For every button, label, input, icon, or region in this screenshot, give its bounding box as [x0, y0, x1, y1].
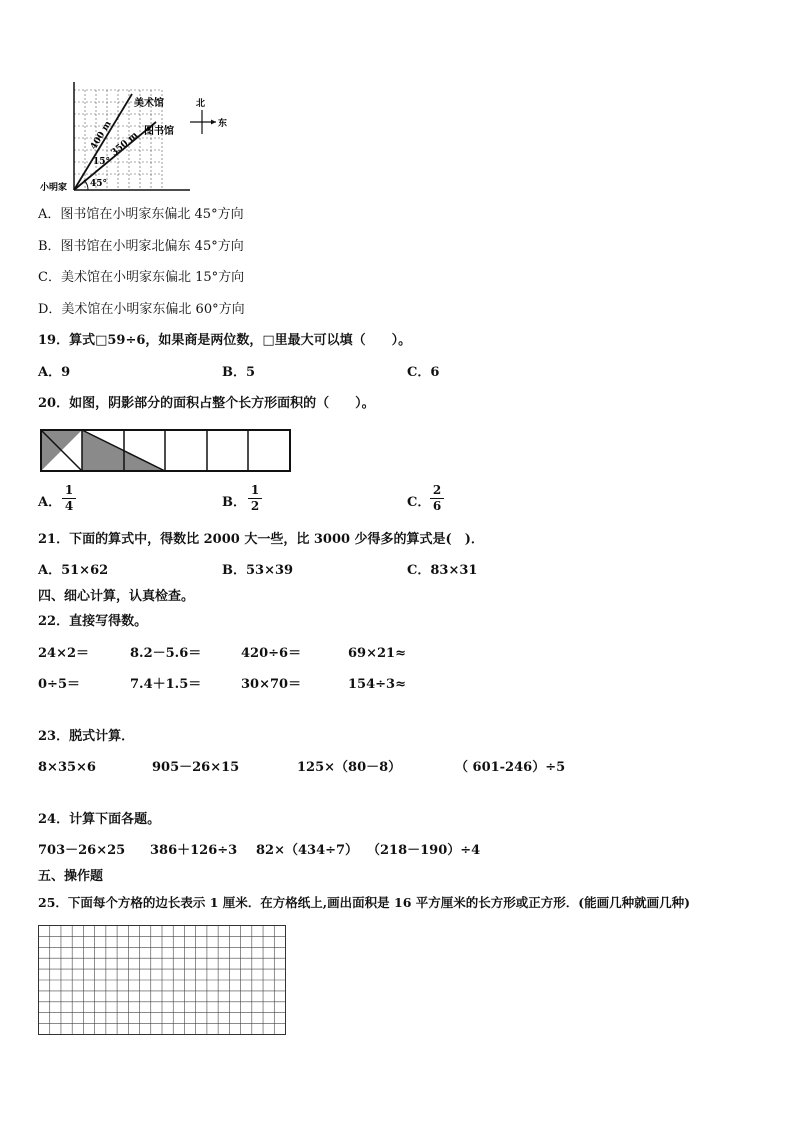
q23-item: 8×35×6: [38, 760, 96, 775]
q22-item: 24×2＝: [38, 646, 90, 661]
q18-option-b: B．图书馆在小明家北偏东 45°方向: [38, 239, 244, 254]
distance-museum-label: 400 m: [88, 119, 114, 152]
fraction-denominator: 6: [432, 499, 442, 513]
q18-option-d: D．美术馆在小明家东偏北 60°方向: [38, 302, 245, 317]
q21-option-c: C．83×31: [407, 563, 478, 578]
q20-option-c-fraction: [430, 484, 444, 513]
q19-option-a: A．9: [38, 365, 71, 380]
angle-15-label: 15°: [93, 157, 111, 167]
q24-item: 386＋126÷3: [150, 843, 238, 858]
q24-item: 82×（434÷7）: [256, 843, 359, 858]
q22-item: 154÷3≈: [348, 677, 406, 692]
q22-item: 420÷6＝: [241, 646, 302, 661]
q20-option-b-fraction: [248, 484, 262, 513]
q25-stem: 25．下面每个方格的边长表示 1 厘米．在方格纸上,画出面积是 16 平方厘米的长方形或正方形．(能画几种就画几种): [38, 895, 691, 910]
q20-stem: 20．如图，阴影部分的面积占整个长方形面积的（ ）。: [38, 396, 375, 411]
q22-item: 69×21≈: [348, 646, 406, 661]
q23-item: 905－26×15: [152, 760, 240, 775]
q22-item: 30×70＝: [241, 677, 302, 692]
east-label: 东: [218, 119, 228, 129]
q22-item: 7.4＋1.5＝: [130, 677, 202, 692]
q18-option-a: A．图书馆在小明家东偏北 45°方向: [38, 207, 244, 222]
fraction-numerator: 2: [432, 483, 442, 497]
fraction-denominator: 2: [250, 499, 260, 513]
q21-option-b: B．53×39: [222, 563, 294, 578]
museum-label: 美术馆: [134, 98, 164, 109]
q20-option-a-label: A．: [38, 495, 62, 510]
q21-option-a: A．51×62: [38, 563, 109, 578]
home-label: 小明家: [40, 183, 68, 193]
angle-45-label: 45°: [90, 179, 108, 189]
q23-stem: 23．脱式计算．: [38, 729, 135, 744]
q18-option-c: C．美术馆在小明家东偏北 15°方向: [38, 270, 245, 285]
q21-stem: 21．下面的算式中，得数比 2000 大一些，比 3000 少得多的算式是( )．: [38, 532, 484, 547]
fraction-denominator: 4: [64, 499, 74, 513]
q20-option-c-label: C．: [407, 495, 431, 510]
q20-option-b-label: B．: [222, 495, 246, 510]
q23-item: （ 601-246）÷5: [455, 760, 566, 775]
compass-icon: [190, 110, 216, 134]
direction-map-diagram: [40, 78, 240, 198]
q22-stem: 22．直接写得数。: [38, 614, 148, 629]
q19-stem: 19．算式□59÷6，如果商是两位数，□里最大可以填（ ）。: [38, 333, 412, 348]
q22-item: 0÷5＝: [38, 677, 80, 692]
fraction-numerator: 1: [250, 483, 260, 497]
q20-option-a-fraction: [62, 484, 76, 513]
q24-stem: 24．计算下面各题。: [38, 812, 161, 827]
q23-item: 125×（80－8）: [297, 760, 402, 775]
q24-item: （218－190）÷4: [367, 843, 481, 858]
q19-option-c: C．6: [407, 365, 440, 380]
section-5-heading: 五、操作题: [38, 869, 104, 884]
q24-item: 703－26×25: [38, 843, 126, 858]
section-4-heading: 四、细心计算，认真检查。: [38, 589, 195, 604]
distance-library-label: 350 m: [109, 130, 141, 159]
q19-option-b: B．5: [222, 365, 256, 380]
library-label: 图书馆: [144, 126, 174, 137]
north-label: 北: [196, 99, 206, 109]
fraction-numerator: 1: [64, 483, 74, 497]
q22-item: 8.2－5.6＝: [130, 646, 202, 661]
q20-rectangle-figure: [40, 429, 292, 473]
grid-paper[interactable]: [38, 925, 288, 1037]
